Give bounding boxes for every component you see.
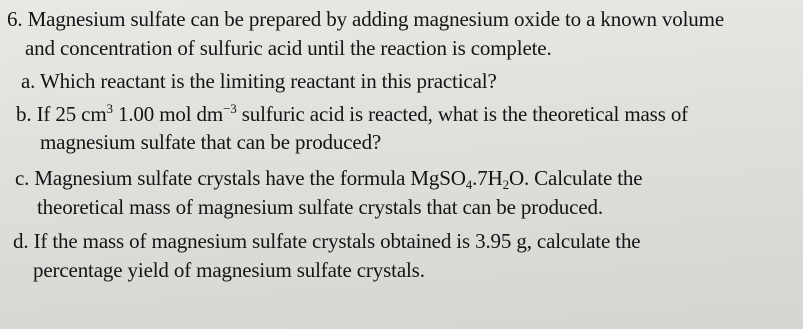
part-a-label: a. — [21, 69, 36, 93]
part-a-text: Which reactant is the limiting reactant in this practical? — [40, 69, 497, 93]
part-b-text-post: sulfuric acid is reacted, what is the theoretical mass of — [236, 102, 689, 126]
part-c-label: c. — [15, 166, 30, 190]
part-c-sub-2: 2 — [502, 177, 509, 192]
part-b-sup-2: −3 — [223, 101, 237, 116]
part-b-text-line-2: magnesium sulfate that can be produced? — [40, 130, 382, 154]
question-number: 6. — [7, 7, 23, 31]
part-b-line-2 — [40, 129, 381, 155]
part-b-sup-1: 3 — [106, 101, 113, 116]
part-c-text-mid: .7H — [472, 166, 503, 190]
part-d-text-line-2: percentage yield of magnesium sulfate crystals. — [33, 258, 425, 282]
question-6-stem-line-1 — [7, 6, 724, 32]
part-c-text-line-2: theoretical mass of magnesium sulfate crystals that can be produced. — [37, 195, 603, 219]
part-b-line-1 — [16, 101, 688, 127]
part-d-text: If the mass of magnesium sulfate crystals obtained is 3.95 g, calculate the — [33, 229, 641, 253]
part-c-text-post: O. Calculate the — [508, 166, 643, 190]
part-c-text-pre: Magnesium sulfate crystals have the formula MgSO — [34, 166, 466, 190]
question-stem-text: Magnesium sulfate can be prepared by adding magnesium oxide to a known volume — [27, 7, 724, 31]
question-stem-text-2: and concentration of sulfuric acid until the reaction is complete. — [25, 36, 552, 60]
part-b-label: b. — [16, 102, 32, 126]
part-d-label: d. — [13, 229, 29, 253]
part-b-text-pre: If 25 cm — [36, 102, 107, 126]
question-6-stem-line-2 — [25, 35, 552, 61]
part-c-line-1 — [15, 165, 642, 191]
part-c-line-2 — [37, 194, 603, 220]
part-b-text-mid: 1.00 mol dm — [112, 102, 224, 126]
part-d-line-2 — [33, 257, 425, 283]
part-c-sub-1: 4 — [465, 177, 473, 192]
part-d-line-1 — [13, 228, 640, 254]
part-a — [21, 68, 497, 94]
